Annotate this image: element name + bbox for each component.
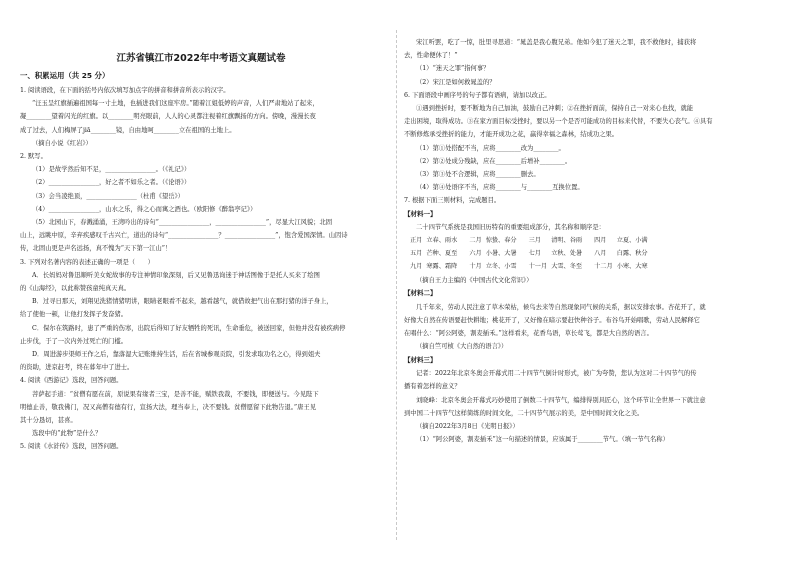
- q1-source: （摘自小说《红岩》）: [32, 139, 92, 147]
- q3-option-c-cont: 止步伐，于了一次内外过死亡的门槛。: [20, 337, 128, 345]
- q7-stem: 7. 根据下面三则材料，完成题目。: [404, 197, 501, 205]
- q2-line: （3）会当凌绝顶，________________（杜甫《望岳》）: [32, 192, 184, 200]
- left-column: [20, 0, 382, 454]
- month-cell: 十一月: [528, 262, 548, 270]
- q6-fix: （1）第①处搭配不当，应将________改为________。: [416, 144, 565, 152]
- q7-question: （1）“阿公阿婆，割麦插禾”这一句描述的情景，应该属于________节气。（填一节气名称）: [416, 436, 669, 444]
- month-cell: 九月: [410, 262, 423, 270]
- month-cell: 八月: [594, 249, 607, 257]
- q4-text: 其十分恳切，甚喜。: [20, 417, 77, 425]
- q6-stem: 6. 下面语段中画序号的句子都有语病，请加以改正。: [404, 91, 551, 99]
- material-one-heading: 【材料一】: [404, 209, 437, 218]
- month-cell: 三月: [528, 237, 541, 245]
- material-two-text: 好像大自然在传语要赶快耕地；桃花开了，又好像在暗示要赶快种谷子。布谷鸟开始唱歌，劳动人民解释它: [404, 317, 700, 325]
- q3-option-b: B．过寻日那天，刘翔见洗猪情猪明讲，眼睛老眼看不起来，越看越气，就借故把气出在那打猪的洋子身上，: [32, 298, 333, 306]
- q3-option-d: D．周进游步渠师王作之后，靠落湿大记账维持生活，后在省城参观贡院，引发求取功名之心，得到姐夫: [32, 351, 321, 359]
- q6-text: 走出困境，取得成功。③在家方面目标受挫时，要以另一个是否可能成功的目标来代替，不要失心丧气。④具有: [404, 118, 713, 126]
- section-heading: 一、积累运用（共 25 分）: [20, 71, 110, 80]
- material-two-source: （摘自竺可桢《大自然的语言》）: [416, 343, 508, 351]
- q2-line: 传，北固山更是声名远扬，真不愧为“天下第一江山”！: [20, 245, 172, 253]
- month-cell: 正月: [410, 237, 423, 245]
- solar-terms-table: [410, 235, 660, 273]
- term-cell: 立冬、小雪: [485, 262, 517, 270]
- q5-stem: 5. 阅读《水浒传》选段，回答问题。: [20, 443, 123, 451]
- q5-text: 去，性命便休了！”: [404, 52, 458, 60]
- material-three-text: 到中国二十四节气这样简练的时间文化，二十四节气展示的美，是中国时间文化之美。: [404, 409, 644, 417]
- term-cell: 立春、雨水: [426, 237, 458, 245]
- term-cell: 大雪、冬至: [551, 262, 583, 270]
- q3-stem: 3. 下列对名著内容的表述正确的一项是（ ）: [20, 258, 154, 266]
- q4-stem: 4. 阅读《西游记》选段，回答问题。: [20, 377, 123, 385]
- material-two-text: 几千年来，劳动人民注意了草木荣枯，候鸟去来等自然现象同气候的关系，据以安排农事。杏花开了，就: [416, 303, 706, 311]
- q1-para-line: 成了过去，人们梅屏了jiā________镜，自由地呵________立在祖国的土地上。: [20, 126, 236, 134]
- q4-text: 明德止善，敬我佛门，况又高僧有德有行，宣扬大法，理当奉上，决不要钱。贫僧愿留下此物告退。”唐王见: [20, 403, 317, 411]
- right-column: [404, 36, 766, 446]
- term-cell: 白露、秋分: [616, 249, 648, 257]
- term-cell: 立秋、处暑: [551, 249, 583, 257]
- q1-para-line: 凝________望着闪光的红旗。以________明亮眼前，人人的心灵都注视着红旗飘扬的方向。傍晚，漫漫长夜: [20, 113, 316, 121]
- month-cell: 十月: [469, 262, 482, 270]
- material-two-text: 在唱什么：“阿公阿婆，割麦插禾。”这样看来，花香鸟语，草长莺飞，都是大自然的语言。: [404, 330, 653, 338]
- q5-question: （2）宋江是如何救晁盖的？: [416, 78, 496, 86]
- column-divider: [396, 30, 397, 540]
- material-two-heading: 【材料二】: [404, 289, 437, 298]
- q5-text: 宋江听罢，吃了一惊，肚里寻思道：“晁盖是我心腹兄弟。他如今犯了迷天之罪，我不救他时，捕获将: [416, 39, 697, 46]
- q1-stem: 1. 阅读语段，在下面的括号内依次填写加点字的拼音和拼音所表示的汉字。: [20, 87, 230, 94]
- q6-fix: （3）第③处不合逻辑，应将________删去。: [416, 171, 540, 179]
- term-cell: 小寒、大寒: [616, 262, 648, 270]
- term-cell: 小暑、大暑: [485, 249, 517, 257]
- term-cell: 清明、谷雨: [551, 237, 583, 245]
- q1-para-line: “汪玉呈红旗插遍祖国每一寸土地，也插进我们这座牢房。”随着江姐低婷的声音，人们严肃地站了起来，: [32, 100, 319, 108]
- term-cell: 立夏、小满: [616, 237, 648, 245]
- table-row: [410, 235, 660, 248]
- q5-question: （1）“迷天之罪”指何事？: [416, 65, 490, 73]
- q2-line: （1）是故学然后知不足，________________。（《礼记》）: [32, 166, 191, 174]
- material-three-text: 播有着怎样的意义？: [404, 383, 461, 391]
- material-three-source: （摘自2022年3月8日《光明日报》）: [416, 422, 519, 430]
- month-cell: 四月: [594, 237, 607, 245]
- term-cell: 寒露、霜降: [426, 262, 458, 270]
- material-three-text: 刘晓峰：北京冬奥会开幕式巧妙使用了倒数二十四节气，编排得别具匠心，这个环节让全世界一下就注意: [416, 396, 706, 404]
- month-cell: 二月: [469, 237, 482, 245]
- term-cell: 惊蛰、春分: [485, 237, 517, 245]
- month-cell: 十二月: [594, 262, 613, 270]
- month-cell: 五月: [410, 249, 423, 257]
- q4-text: 菩萨起手道：“贫僧有愿在前，原说果有缘者三宝，是善不能，赋铁我裁，不要钱，即便送与。今见陛下: [32, 390, 319, 398]
- q6-fix: （2）第②处成分残缺，应在________后增补________。: [416, 157, 572, 165]
- q3-option-a: A．长妈妈对鲁迅顺听美女蛇故事的专注神情印象深刻，后又见鲁迅询迷于神话图像于是托人买来了绘图: [32, 271, 320, 279]
- q3-option-c: C．保尔在筑路时，患了严重的伤寒，出院后得知了好友牺牲的死讯，生命垂危，被送回家，但他并没有被疾病停: [32, 324, 346, 332]
- q4-question: 选段中的“此物”是什么？: [32, 430, 102, 438]
- month-cell: 六月: [469, 249, 482, 257]
- q2-line: （4）________________，山水之乐，得之心而寓之酒也。（欧阳修《醉翁亭记》）: [32, 205, 257, 213]
- page-title: 江苏省镇江市2022年中考语文真题试卷: [116, 53, 286, 64]
- table-row: [410, 248, 660, 261]
- q6-fix: （4）第④处语序不当，应将________与________互换位置。: [416, 184, 584, 192]
- q2-line: （5）北园山下，春溅涌涌，王湾吟出的诗句“________________，________________”，尽显大江风貌；北固: [32, 219, 333, 227]
- term-cell: 芒种、夏至: [426, 249, 458, 257]
- q6-text: 不断修炼承受挫折的能力，才能开成功之花，赢得幸福之森林，结成功之果。: [404, 131, 619, 139]
- q6-text: ①遇到挫折时，要不断地为自己加油，鼓励自己冲刺；②在挫折面前，保持自己一对来心也找，就能: [416, 105, 694, 113]
- material-one-text: 二十四节气系统是我国旧历特有的重要组成部分，其名称和顺序是：: [416, 224, 605, 232]
- q2-stem: 2. 默写。: [20, 153, 47, 161]
- q2-line: 山上，远眺中原，辛弃疾感叹千古兴亡，道出的诗句“________________？________________”，饱含爱国深情。山因诗: [20, 232, 348, 240]
- month-cell: 七月: [528, 249, 541, 257]
- q3-option-b-cont: 给了使他一顿，让他打发挥子发奋猪。: [20, 311, 128, 319]
- material-one-source: （摘自王力主编的《中国古代文化常识》）: [416, 277, 533, 285]
- q2-line: （2）________________，好之者不如乐之者。（《论语》）: [32, 179, 191, 187]
- material-three-text: 记者：2022年北京冬奥会开幕式用二十四节气倒计时形式，被广为夸赞，您认为这对二十四节气的传: [416, 370, 697, 378]
- table-row: [410, 261, 660, 274]
- q3-option-d-cont: 的资助，进京赶考，终在暮年中了进士。: [20, 364, 134, 372]
- material-three-heading: 【材料三】: [404, 355, 437, 364]
- q3-option-a-cont: 的《山海经》，以此称赞孩童纯真天真。: [20, 285, 131, 293]
